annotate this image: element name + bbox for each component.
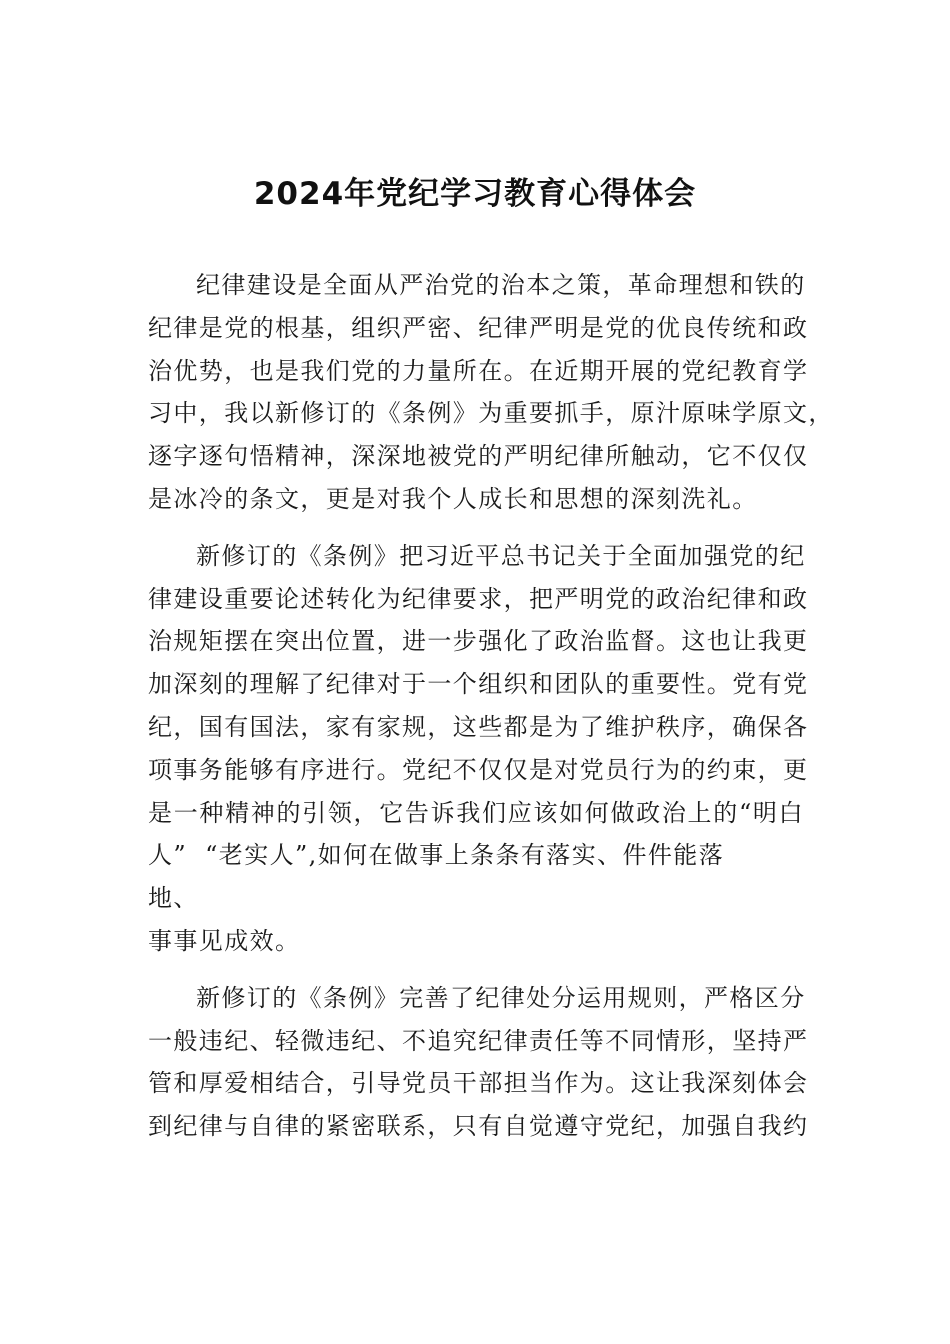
paragraph-line: 事事见成效。 [148, 926, 301, 955]
paragraph-1 [148, 264, 834, 521]
paragraph-line: 逐字逐句悟精神，深深地被党的严明纪律所触动，它不仅仅 [148, 442, 809, 471]
paragraph-line: 新修订的《条例》把习近平总书记关于全面加强党的纪 [196, 541, 806, 570]
paragraph-line: 到纪律与自律的紧密联系，只有自觉遵守党纪，加强自我约 [148, 1112, 809, 1141]
paragraph-line: 习中，我以新修订的《条例》为重要抓手，原汁原味学原文， [148, 399, 834, 428]
paragraph-spacer [148, 963, 804, 977]
paragraph-line: 地、 [148, 884, 199, 913]
document-title: 2024年党纪学习教育心得体会 [253, 176, 697, 212]
paragraph-line: 是冰冷的条文，更是对我个人成长和思想的深刻洗礼。 [148, 484, 758, 513]
paragraph-line: 人” “老实人”,如何在做事上条条有落实、件件能落 [148, 841, 725, 870]
paragraph-line: 纪律建设是全面从严治党的治本之策，革命理想和铁的 [196, 271, 806, 299]
paragraph-line: 是一种精神的引领，它告诉我们应该如何做政治上的“明白 [148, 798, 804, 827]
paragraph-2 [148, 535, 809, 963]
paragraph-line: 项事务能够有序进行。党纪不仅仅是对党员行为的约束，更 [148, 755, 809, 784]
paragraph-line: 律建设重要论述转化为纪律要求，把严明党的政治纪律和政 [148, 584, 809, 613]
document-body [148, 264, 834, 1148]
paragraph-line: 一般违纪、轻微违纪、不追究纪律责任等不同情形，坚持严 [148, 1026, 809, 1055]
paragraph-line: 治优势，也是我们党的力量所在。在近期开展的党纪教育学 [148, 356, 809, 385]
paragraph-spacer [148, 521, 804, 535]
paragraph-line: 新修订的《条例》完善了纪律处分运用规则，严格区分 [196, 983, 806, 1012]
paragraph-line: 纪，国有国法，家有家规，这些都是为了维护秩序，确保各 [148, 712, 809, 741]
paragraph-line: 管和厚爱相结合，引导党员干部担当作为。这让我深刻体会 [148, 1069, 809, 1098]
paragraph-line: 治规矩摆在突出位置，进一步强化了政治监督。这也让我更 [148, 627, 809, 656]
paragraph-3 [148, 977, 809, 1148]
paragraph-line: 纪律是党的根基，组织严密、纪律严明是党的优良传统和政 [148, 313, 809, 342]
paragraph-line: 加深刻的理解了纪律对于一个组织和团队的重要性。党有党 [148, 670, 809, 699]
